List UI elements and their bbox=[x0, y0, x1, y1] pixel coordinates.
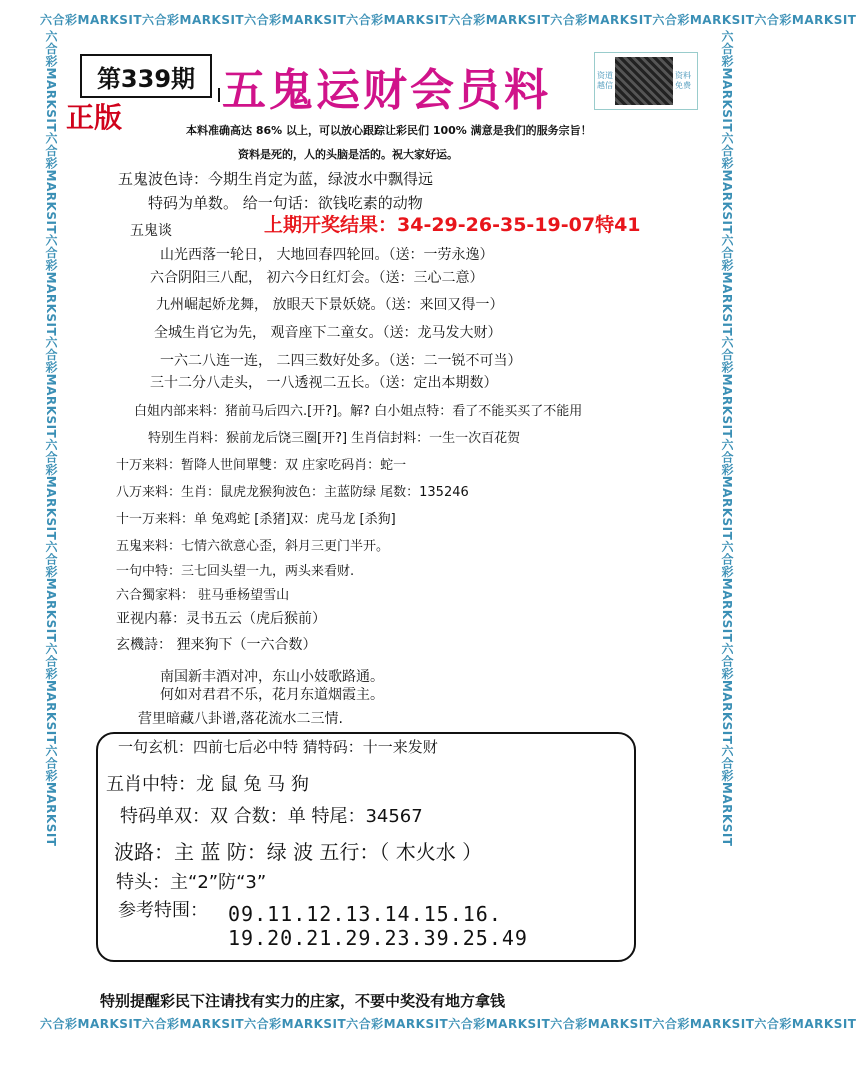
wugui-line: 三十二分八走头， 一八透视二五长。（送：定出本期数） bbox=[150, 375, 498, 391]
box-ref-row-2: 19.20.21.29.23.39.25.49 bbox=[228, 926, 528, 950]
poem-line-1: 五鬼波色诗：今期生肖定为蓝，绿波水中飘得远 bbox=[118, 170, 434, 188]
wugui-line: 一六二八连一连， 二四三数好处多。（送：二一锐不可当） bbox=[160, 353, 522, 369]
last-result-numbers: 34-29-26-35-19-07特41 bbox=[397, 214, 641, 236]
last-result-label: 上期开奖结果： bbox=[264, 214, 398, 236]
wugui-line: 全城生肖它为先， 观音座下二童女。（送：龙马发大财） bbox=[154, 325, 502, 341]
qr-code-panel bbox=[594, 52, 698, 110]
info-item: 玄機詩： 狸来狗下（一六合数） bbox=[116, 637, 317, 653]
info-item: 五鬼来料：七情六欲意心歪，斜月三更门半开。 bbox=[116, 539, 390, 554]
info-item: 十万来料：暂降人世间單雙：双 庄家吃码肖：蛇一 bbox=[116, 458, 407, 473]
info-item: 一句中特：三七回头望一九，两头来看财. bbox=[116, 564, 355, 579]
info-item: 亚视内幕：灵书五云（虎后猴前） bbox=[116, 611, 326, 627]
box-tetou: 特头：主“2”防“3” bbox=[116, 872, 267, 893]
box-ref-label: 参考特围： bbox=[118, 900, 208, 921]
box-ref-row-1: 09.11.12.13.14.15.16. bbox=[228, 902, 502, 926]
box-xuanji: 一句玄机：四前七后必中特 猜特码：十一来发财 bbox=[118, 738, 438, 756]
qr-code-image bbox=[615, 57, 673, 105]
verse-line-3: 营里暗藏八卦谱,落花流水二三情. bbox=[138, 711, 343, 727]
intro-line-1: 本料准确高达 86% 以上，可以放心跟踪让彩民们 100% 满意是我们的服务宗旨！ bbox=[186, 124, 592, 137]
issue-number: 第339期 bbox=[80, 54, 212, 98]
qr-right-caption: 资料免费 bbox=[675, 71, 691, 90]
footer-warning: 特别提醒彩民下注请找有实力的庄家，不要中奖没有地方拿钱 bbox=[100, 992, 506, 1010]
info-item: 八万来料：生肖：鼠虎龙猴狗波色：主蓝防绿 尾数：135246 bbox=[116, 485, 469, 500]
border-right: 六合彩MARKSIT六合彩MARKSIT六合彩MARKSIT六合彩MARKSIT六合彩MARKSIT六合彩MARKSIT六合彩MARKSIT六合彩MARKSIT bbox=[720, 30, 734, 847]
page-title: 五鬼运财会员料 bbox=[222, 65, 551, 116]
wugui-heading: 五鬼谈 bbox=[130, 223, 172, 239]
wugui-line: 九州崛起娇龙舞， 放眼天下景妖娆。（送：来回又得一） bbox=[156, 297, 504, 313]
info-item: 六合獨家料： 驻马垂杨望雪山 bbox=[116, 588, 290, 603]
wugui-line: 六合阴阳三八配， 初六今日红灯会。（送：三心二意） bbox=[150, 270, 484, 286]
last-result bbox=[264, 210, 641, 237]
title-cursor bbox=[218, 88, 220, 102]
box-wuxiao: 五肖中特：龙 鼠 兔 马 狗 bbox=[106, 774, 309, 795]
border-top: 六合彩MARKSIT六合彩MARKSIT六合彩MARKSIT六合彩MARKSIT六合彩MARKSIT六合彩MARKSIT六合彩MARKSIT六合彩MARKSIT bbox=[40, 13, 857, 27]
info-item: 特别生肖料：猴前龙后饶三圈[开?] 生肖信封料：一生一次百花贺 bbox=[148, 431, 521, 446]
verse-line-2: 何如对君君不乐，花月东道烟霞主。 bbox=[160, 687, 384, 703]
border-bottom: 六合彩MARKSIT六合彩MARKSIT六合彩MARKSIT六合彩MARKSIT六合彩MARKSIT六合彩MARKSIT六合彩MARKSIT六合彩MARKSIT bbox=[40, 1017, 857, 1031]
poem-line-2: 特码为单数。 给一句话：欲钱吃素的动物 bbox=[148, 194, 423, 212]
intro-line-2: 资料是死的，人的头脑是活的。祝大家好运。 bbox=[238, 148, 458, 161]
qr-left-caption: 资道越信 bbox=[597, 71, 613, 90]
border-left: 六合彩MARKSIT六合彩MARKSIT六合彩MARKSIT六合彩MARKSIT六合彩MARKSIT六合彩MARKSIT六合彩MARKSIT六合彩MARKSIT bbox=[44, 30, 58, 847]
box-bolu: 波路：主 蓝 防：绿 波 五行：（ 木火水 ） bbox=[114, 840, 483, 864]
wugui-line: 山光西落一轮日， 大地回春四轮回。（送：一劳永逸） bbox=[160, 247, 494, 263]
info-item: 十一万来料：单 兔鸡蛇 [杀猪]双：虎马龙 [杀狗] bbox=[116, 512, 396, 527]
edition-label: 正版 bbox=[66, 101, 123, 134]
info-item: 白姐内部来料：猪前马后四六.[开?]。解? 白小姐点特：看了不能买买了不能用 bbox=[134, 404, 583, 419]
box-danshuang: 特码单双：双 合数：单 特尾：34567 bbox=[120, 806, 423, 827]
verse-line-1: 南国新丰酒对冲，东山小妓歌路通。 bbox=[160, 669, 384, 685]
